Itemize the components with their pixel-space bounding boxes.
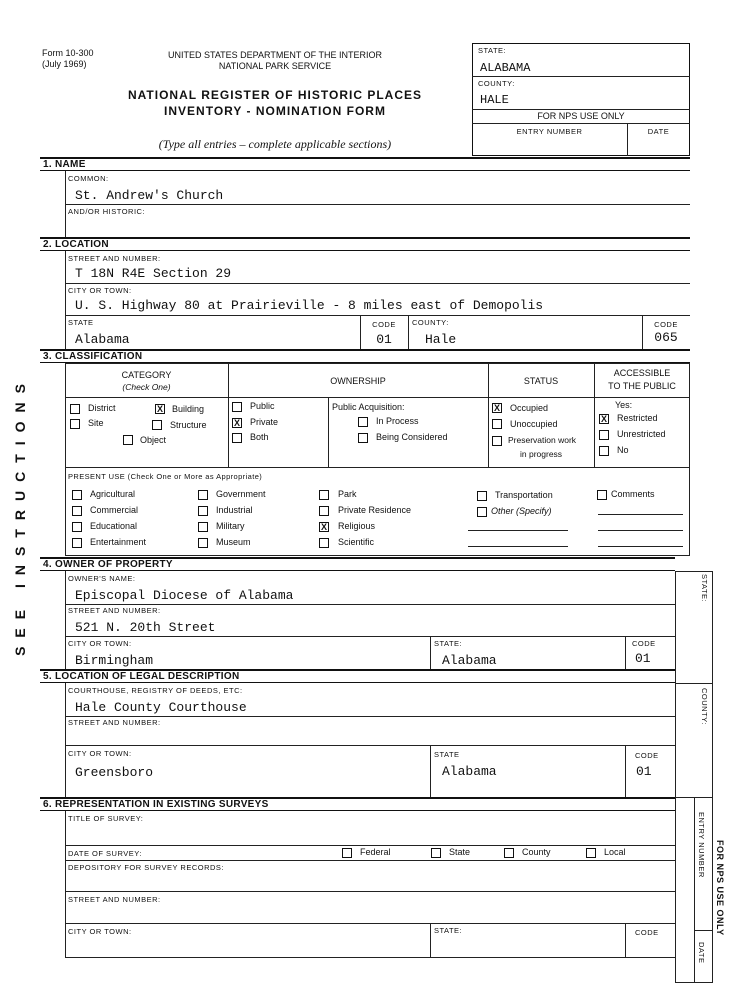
margin-county-label: COUNTY: — [700, 688, 709, 725]
see-instructions: SEE INSTRUCTIONS — [12, 375, 28, 656]
legal-street-label: STREET AND NUMBER: — [68, 718, 161, 727]
object-checkbox[interactable] — [123, 435, 133, 445]
being-considered-checkbox[interactable] — [358, 433, 368, 443]
private-residence-checkbox[interactable] — [319, 506, 329, 516]
owner-state-label: STATE: — [434, 639, 463, 648]
county-code-label: CODE — [654, 320, 678, 329]
owner-name-value[interactable]: Episcopal Diocese of Alabama — [75, 588, 294, 603]
state-survey-label: State — [449, 847, 471, 857]
survey-state-label: STATE: — [434, 926, 463, 935]
transportation-label: Transportation — [495, 490, 553, 500]
industrial-checkbox[interactable] — [198, 506, 208, 516]
other-checkbox[interactable] — [477, 507, 487, 517]
nps-date-label: DATE — [647, 127, 670, 136]
state-value[interactable]: Alabama — [75, 332, 130, 347]
federal-label: Federal — [360, 847, 391, 857]
commercial-checkbox[interactable] — [72, 506, 82, 516]
yes-label: Yes: — [615, 400, 633, 410]
nps-county-label: COUNTY: — [478, 79, 515, 88]
government-label: Government — [216, 489, 266, 499]
federal-checkbox[interactable] — [342, 848, 352, 858]
structure-checkbox[interactable] — [152, 420, 162, 430]
no-label: No — [617, 445, 629, 455]
survey-city-label: CITY OR TOWN: — [68, 927, 132, 936]
religious-label: Religious — [338, 521, 376, 531]
comments-label: Comments — [611, 489, 655, 499]
district-checkbox[interactable] — [70, 404, 80, 414]
park-label: Park — [338, 489, 357, 499]
legal-code-label: CODE — [635, 751, 659, 760]
form-subtitle: INVENTORY - NOMINATION FORM — [164, 104, 386, 118]
district-label: District — [88, 403, 116, 413]
state-code-value[interactable]: 01 — [376, 332, 392, 347]
section-1-heading: 1. NAME — [40, 157, 690, 171]
industrial-label: Industrial — [216, 505, 253, 515]
form-instructions: (Type all entries – complete applicable sections) — [158, 137, 392, 151]
county-survey-label: County — [522, 847, 551, 857]
margin-date-label: DATE — [697, 942, 706, 964]
common-name-value[interactable]: St. Andrew's Church — [75, 188, 224, 203]
owner-street-value[interactable]: 521 N. 20th Street — [75, 620, 216, 635]
government-checkbox[interactable] — [198, 490, 208, 500]
local-label: Local — [604, 847, 626, 857]
preservation-label-2: in progress — [520, 449, 563, 459]
local-checkbox[interactable] — [586, 848, 596, 858]
section-6-heading: 6. REPRESENTATION IN EXISTING SURVEYS — [40, 797, 675, 811]
restricted-label: Restricted — [617, 413, 658, 423]
entertainment-checkbox[interactable] — [72, 538, 82, 548]
entertainment-label: Entertainment — [90, 537, 147, 547]
nps-state-label: STATE: — [478, 46, 507, 55]
site-checkbox[interactable] — [70, 419, 80, 429]
occupied-checkbox[interactable]: X — [493, 403, 500, 413]
other-label: Other (Specify) — [491, 506, 552, 516]
legal-city-value[interactable]: Greensboro — [75, 765, 154, 780]
nps-state-value[interactable]: ALABAMA — [480, 61, 531, 75]
county-survey-checkbox[interactable] — [504, 848, 514, 858]
legal-state-value[interactable]: Alabama — [442, 764, 497, 779]
form-title: NATIONAL REGISTER OF HISTORIC PLACES — [127, 88, 423, 102]
legal-city-label: CITY OR TOWN: — [68, 749, 132, 758]
public-checkbox[interactable] — [232, 402, 242, 412]
unoccupied-checkbox[interactable] — [492, 419, 502, 429]
category-sub: (Check One) — [122, 382, 171, 392]
state-code-label: CODE — [372, 320, 396, 329]
nps-use-label: FOR NPS USE ONLY — [537, 111, 625, 121]
educational-label: Educational — [90, 521, 138, 531]
owner-code-label: CODE — [632, 639, 656, 648]
section-5-heading: 5. LOCATION OF LEGAL DESCRIPTION — [40, 669, 675, 683]
preservation-checkbox[interactable] — [492, 436, 502, 446]
historic-label: AND/OR HISTORIC: — [68, 207, 146, 216]
scientific-label: Scientific — [338, 537, 375, 547]
legal-code-value[interactable]: 01 — [636, 764, 652, 779]
service: NATIONAL PARK SERVICE — [218, 61, 332, 71]
street-value[interactable]: T 18N R4E Section 29 — [75, 266, 232, 281]
military-checkbox[interactable] — [198, 522, 208, 532]
section-2-heading: 2. LOCATION — [40, 237, 690, 251]
street-label: STREET AND NUMBER: — [68, 254, 161, 263]
survey-street-label: STREET AND NUMBER: — [68, 895, 161, 904]
private-residence-label: Private Residence — [338, 505, 412, 515]
building-label: Building — [172, 404, 205, 414]
city-value[interactable]: U. S. Highway 80 at Prairieville - 8 miles east of Demopolis — [75, 298, 544, 313]
religious-checkbox[interactable]: X — [320, 522, 327, 532]
object-label: Object — [140, 435, 167, 445]
scientific-checkbox[interactable] — [319, 538, 329, 548]
in-process-label: In Process — [376, 416, 419, 426]
structure-label: Structure — [170, 420, 207, 430]
entry-number-label: ENTRY NUMBER — [516, 127, 583, 136]
form-date: (July 1969) — [42, 59, 87, 69]
status-header: STATUS — [523, 376, 559, 386]
ownership-header: OWNERSHIP — [330, 376, 386, 386]
public-label: Public — [250, 401, 275, 411]
owner-state-value[interactable]: Alabama — [442, 653, 497, 668]
commercial-label: Commercial — [90, 505, 139, 515]
acquisition-label: Public Acquisition: — [332, 402, 405, 412]
both-checkbox[interactable] — [232, 433, 242, 443]
unrestricted-label: Unrestricted — [617, 429, 666, 439]
private-checkbox[interactable]: X — [233, 418, 240, 428]
comments-checkbox[interactable] — [597, 490, 607, 500]
agricultural-checkbox[interactable] — [72, 490, 82, 500]
unoccupied-label: Unoccupied — [510, 419, 558, 429]
site-label: Site — [88, 418, 104, 428]
survey-date-label: DATE OF SURVEY: — [68, 849, 142, 858]
agricultural-label: Agricultural — [90, 489, 136, 499]
margin-nps-use-label: FOR NPS USE ONLY — [715, 840, 725, 936]
unrestricted-checkbox[interactable] — [599, 430, 609, 440]
in-process-checkbox[interactable] — [358, 417, 368, 427]
preservation-label: Preservation work — [508, 435, 577, 445]
museum-label: Museum — [216, 537, 251, 547]
state-label: STATE — [68, 318, 94, 327]
owner-city-value[interactable]: Birmingham — [75, 653, 154, 668]
margin-entry-number-label: ENTRY NUMBER — [697, 812, 706, 878]
accessible-header-2: TO THE PUBLIC — [608, 381, 676, 391]
owner-code-value[interactable]: 01 — [635, 651, 651, 666]
military-label: Military — [216, 521, 245, 531]
educational-checkbox[interactable] — [72, 522, 82, 532]
no-checkbox[interactable] — [599, 446, 609, 456]
nps-county-value[interactable]: HALE — [480, 93, 509, 107]
restricted-checkbox[interactable]: X — [600, 414, 607, 424]
private-label: Private — [250, 417, 279, 427]
section-4-heading: 4. OWNER OF PROPERTY — [40, 557, 675, 571]
courthouse-label: COURTHOUSE, REGISTRY OF DEEDS, ETC: — [68, 686, 243, 695]
city-label: CITY OR TOWN: — [68, 286, 132, 295]
museum-checkbox[interactable] — [198, 538, 208, 548]
occupied-label: Occupied — [510, 403, 549, 413]
depository-label: DEPOSITORY FOR SURVEY RECORDS: — [68, 863, 225, 872]
form-number: Form 10-300 — [42, 48, 94, 58]
department: UNITED STATES DEPARTMENT OF THE INTERIOR — [167, 50, 383, 60]
transportation-checkbox[interactable] — [477, 491, 487, 501]
section-3-heading: 3. CLASSIFICATION — [40, 349, 690, 363]
margin-state-label: STATE: — [700, 574, 709, 603]
common-label: COMMON: — [68, 174, 109, 183]
both-label: Both — [250, 432, 269, 442]
survey-title-label: TITLE OF SURVEY: — [68, 814, 144, 823]
category-header: CATEGORY — [121, 370, 172, 380]
county-label: COUNTY: — [412, 318, 449, 327]
county-value[interactable]: Hale — [425, 332, 457, 347]
survey-code-label: CODE — [635, 928, 659, 937]
courthouse-value[interactable]: Hale County Courthouse — [75, 700, 247, 715]
being-considered-label: Being Considered — [376, 432, 448, 442]
county-code-value[interactable]: 065 — [654, 330, 678, 345]
park-checkbox[interactable] — [319, 490, 329, 500]
owner-street-label: STREET AND NUMBER: — [68, 606, 161, 615]
owner-city-label: CITY OR TOWN: — [68, 639, 132, 648]
state-survey-checkbox[interactable] — [431, 848, 441, 858]
accessible-header: ACCESSIBLE — [613, 368, 671, 378]
owner-name-label: OWNER'S NAME: — [68, 574, 136, 583]
present-use-label: PRESENT USE (Check One or More as Appropriate) — [68, 472, 263, 481]
legal-state-label: STATE — [434, 750, 460, 759]
building-checkbox[interactable]: X — [156, 404, 163, 414]
